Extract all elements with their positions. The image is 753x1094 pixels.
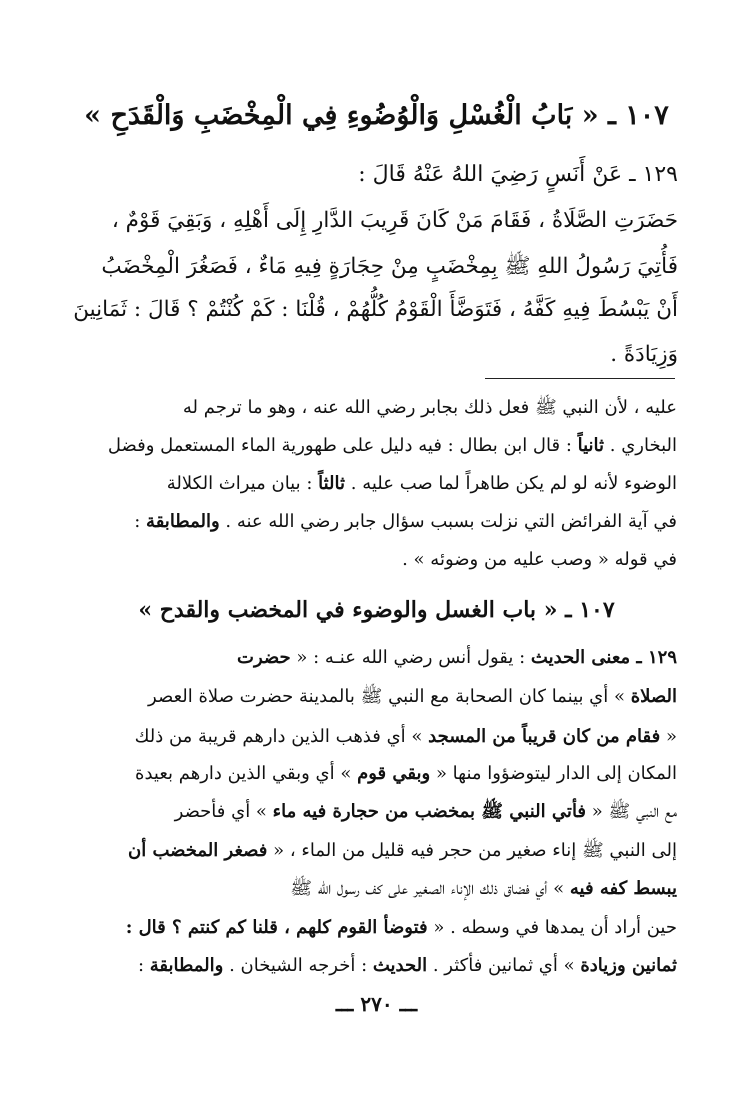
commentary-line: في قوله « وصب عليه من وضوئه » . <box>402 549 677 570</box>
commentary-line: البخاري . ثانياً : قال ابن بطال : فيه دليل على طهورية الماء المستعمل وفضل <box>107 435 677 456</box>
hadith-text-line: وَزِيَادَةً . <box>610 342 678 367</box>
explanation-line: حين أراد أن يمدها في وسطه . « فتوضأ القوم كلهم ، قلنا كم كنتم ؟ قال : <box>125 917 677 938</box>
explanation-line: يبسط كفه فيه » أي فضاق ذلك الإناء الصغير على كف رسول الله ﷺ <box>290 878 677 899</box>
footnote-divider <box>485 378 675 379</box>
chapter-heading: ١٠٧ ـ « بَابُ الْغُسْلِ وَالْوُضُوءِ فِي الْمِخْضَبِ وَالْقَدَحِ » <box>84 100 669 131</box>
explanation-line: ١٢٩ ـ معنى الحديث : يقول أنس رضي الله عنـه : « حضرت <box>237 647 677 668</box>
explanation-line: « فقام من كان قريباً من المسجد » أي فذهب الذين دارهم قريبة من ذلك <box>134 726 677 747</box>
hadith-text-line: حَضَرَتِ الصَّلَاةُ ، فَقَامَ مَنْ كَانَ قَرِيبَ الدَّارِ إِلَى أَهْلِهِ ، وَبَقِيَ قَوْمٌ ، <box>111 208 678 233</box>
commentary-line: في آية الفرائض التي نزلت بسبب سؤال جابر رضي الله عنه . والمطابقة : <box>134 511 677 532</box>
hadith-intro: ١٢٩ ـ عَنْ أَنَسٍ رَضِيَ اللهُ عَنْهُ قَالَ : <box>358 162 678 187</box>
page-number: ـــ ٢٧٠ ـــ <box>335 992 418 1016</box>
explanation-line: الصلاة » أي بينما كان الصحابة مع النبي ﷺ بالمدينة حضرت صلاة العصر <box>148 686 677 707</box>
hadith-text-line: أَنْ يَبْسُطَ فِيهِ كَفَّهُ ، فَتَوَضَّأَ الْقَوْمُ كُلُّهُمْ ، قُلْنَا : كَمْ كُنْتُمْ ؟ قَالَ : ثَمَانِينَ <box>73 297 678 322</box>
explanation-line: ثمانين وزيادة » أي ثمانين فأكثر . الحديث : أخرجه الشيخان . والمطابقة : <box>137 955 677 976</box>
explanation-line: مع النبي ﷺ « فأتي النبي ﷺ بمخضب من حجارة فيه ماء » أي فأحضر <box>174 801 677 822</box>
explanation-line: المكان إلى الدار ليتوضؤوا منها « وبقي قوم » أي وبقي الذين دارهم بعيدة <box>135 763 677 784</box>
commentary-line: عليه ، لأن النبي ﷺ فعل ذلك بجابر رضي الله عنه ، وهو ما ترجم له <box>182 397 677 418</box>
section-heading: ١٠٧ ـ « باب الغسل والوضوء في المخضب والقدح » <box>138 597 615 623</box>
explanation-line: إلى النبي ﷺ إناء صغير من حجر فيه قليل من الماء ، « فصغر المخضب أن <box>128 840 677 861</box>
hadith-text-line: فَأُتِيَ رَسُولُ اللهِ ﷺ بِمِخْضَبٍ مِنْ حِجَارَةٍ فِيهِ مَاءٌ ، فَصَغُرَ الْمِخْضَبُ <box>101 254 678 279</box>
commentary-line: الوضوء لأنه لو لم يكن طاهراً لما صب عليه . ثالثاً : بيان ميراث الكلالة <box>166 473 677 494</box>
